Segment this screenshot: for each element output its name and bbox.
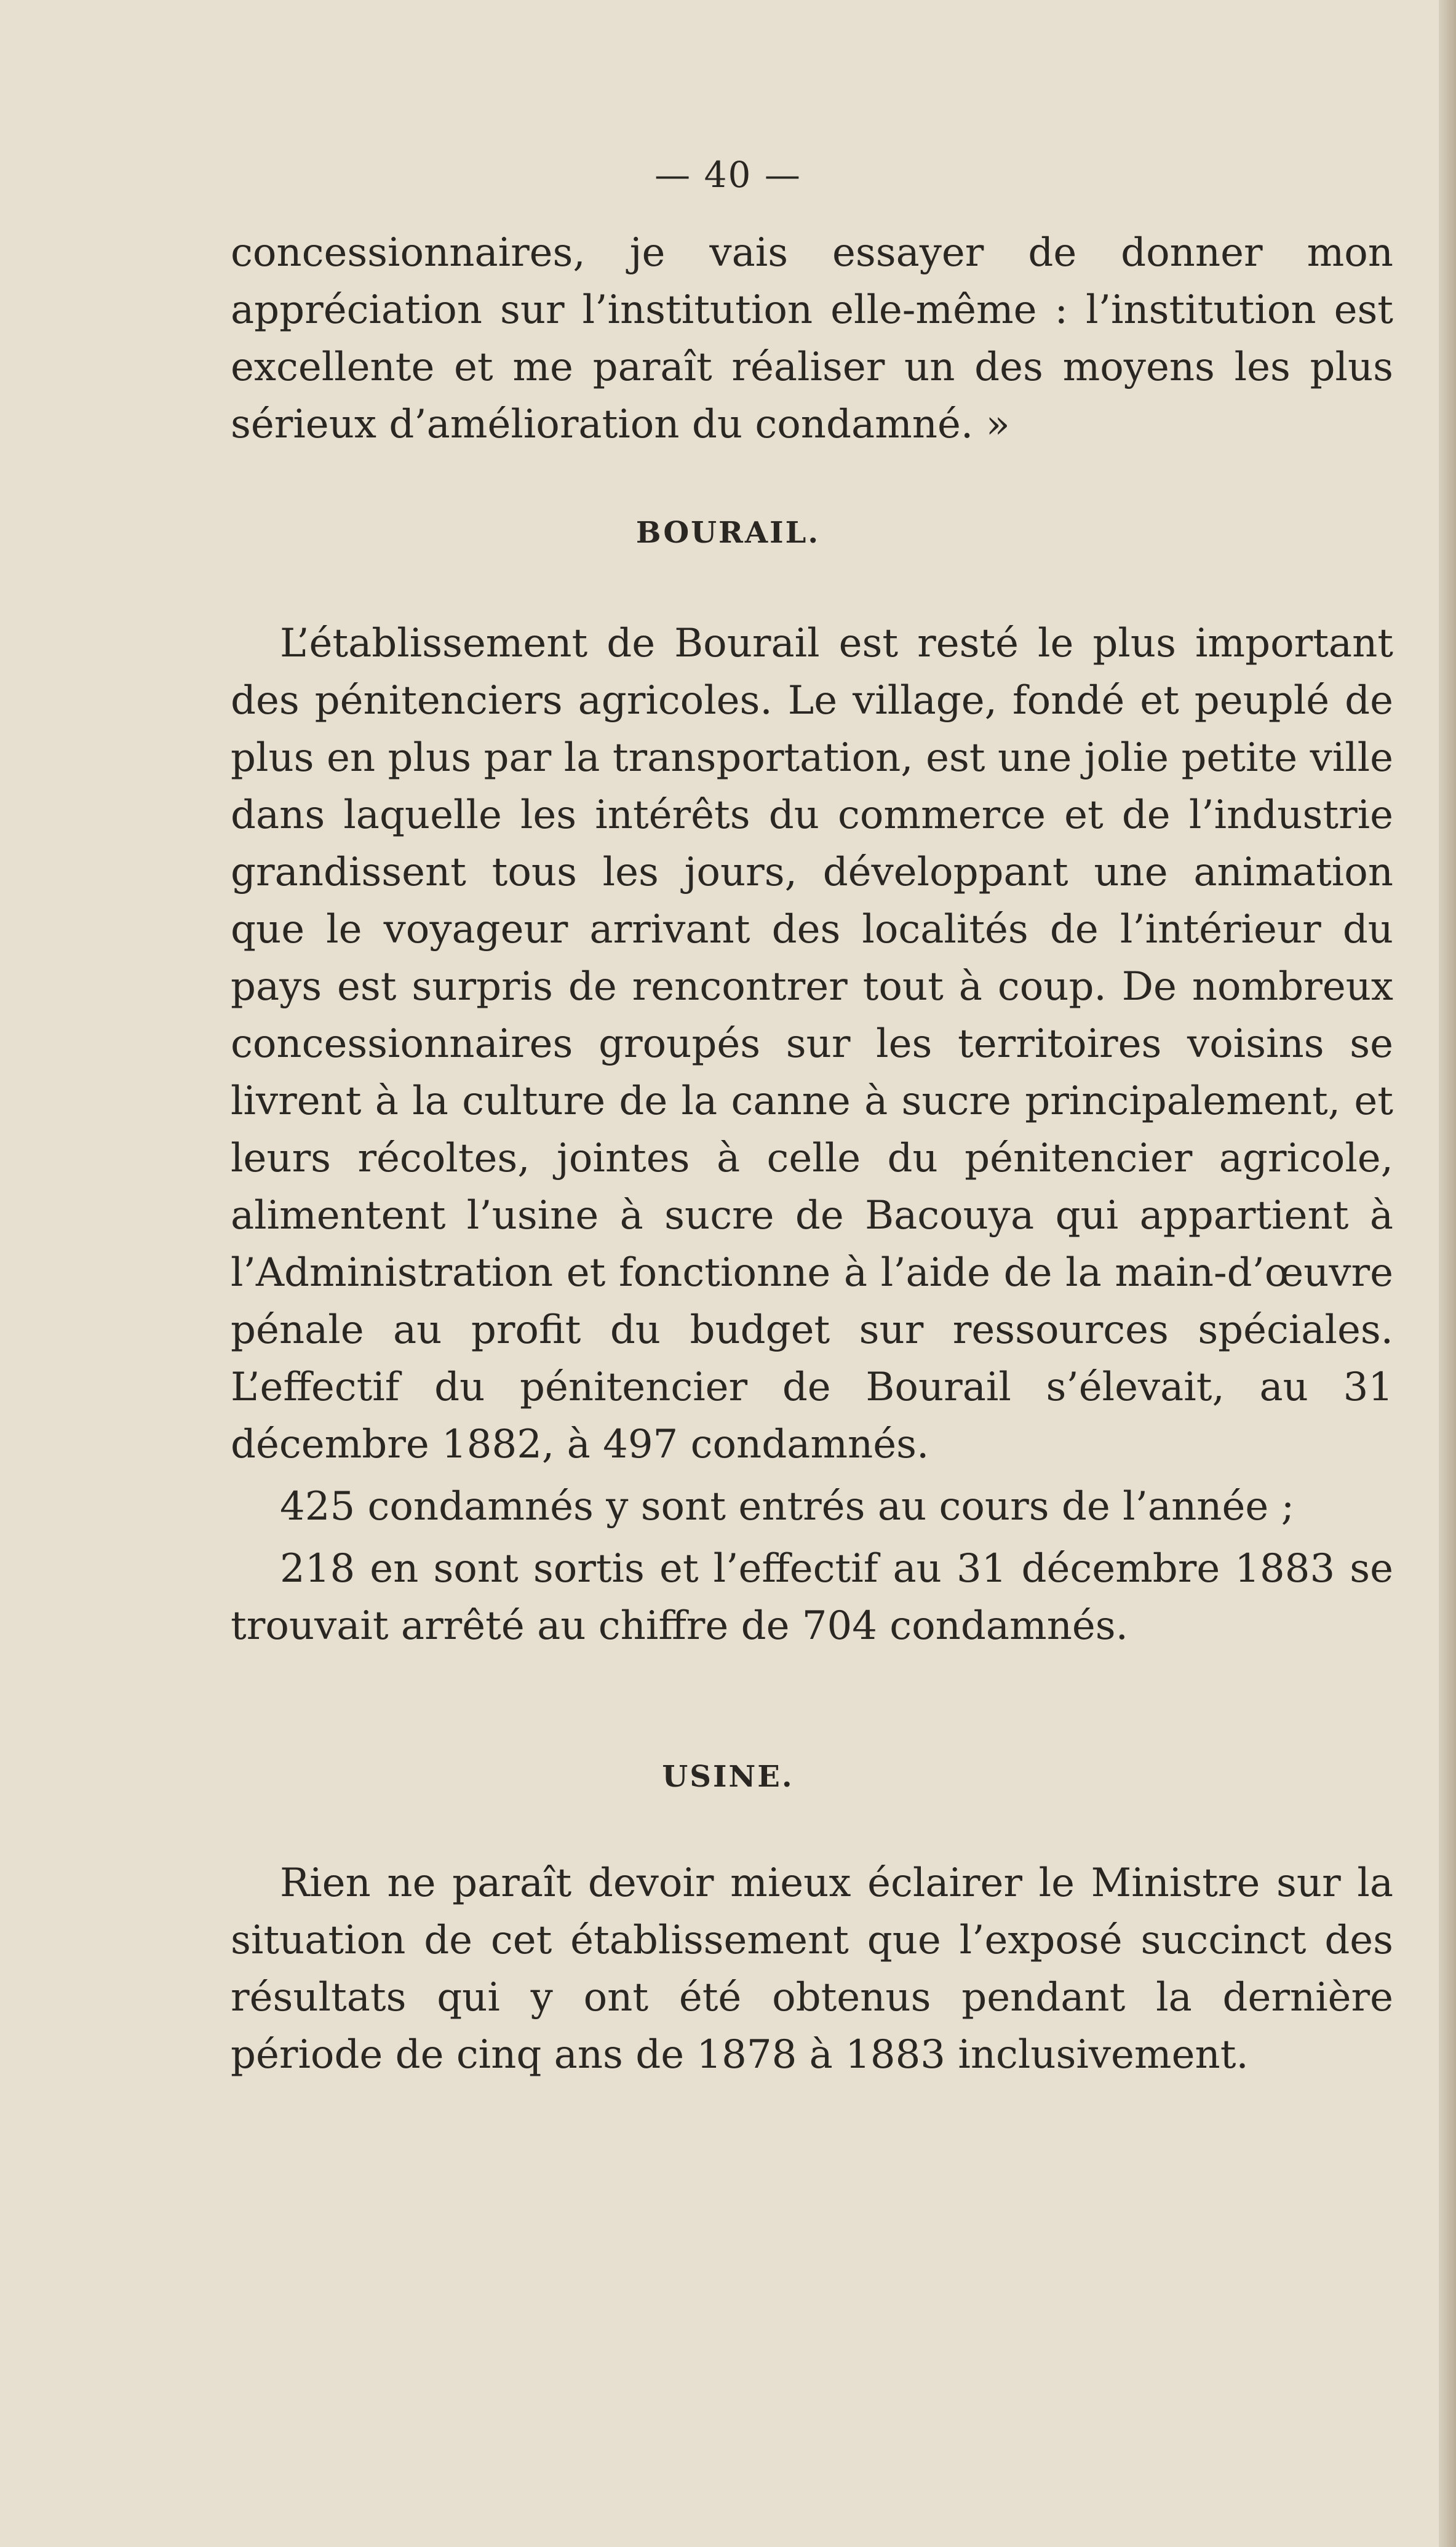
bourail-paragraph-main: L’établissement de Bourail est resté le plus important des pénitenciers agricoles. Le village, fondé et peuplé de plus en plus par la transportation, est une jolie petite ville dans laquelle les intérêts du commerce et de l’industrie grandissent tous les jours, développant une animation que le voyageur arrivant des localités de l’intérieur du pays est surpris de rencontrer tout à coup. De nombreux concessionnaires groupés sur les territoires voisins se livrent à la culture de la canne à sucre principalement, et leurs récoltes, jointes à celle du pénitencier agricole, alimentent l’usine à sucre de Bacouya qui appartient à l’Administration et fonctionne à l’aide de la main-d’œuvre pénale au profit du budget sur ressources spéciales. L’effectif du pénitencier de Bourail s’élevait, au 31 décembre 1882, à 497 condamnés. xyxy=(231,621,1393,1467)
intro-paragraph: concessionnaires, je vais essayer de donner mon appréciation sur l’institution elle-même : l’institution est excellente et me paraît réaliser un des moyens les plus sérieux d’amélioration du condamné. » xyxy=(231,230,1393,447)
bourail-paragraph-entries: 425 condamnés y sont entrés au cours de l’année ; xyxy=(280,1484,1295,1529)
page-edge-shadow xyxy=(1439,0,1456,2547)
usine-paragraph: Rien ne paraît devoir mieux éclairer le Ministre sur la situation de cet établissement que l’exposé succinct des résultats qui y ont été obtenus pendant la dernière période de cinq ans de 1878 à 1883 inclusivement. xyxy=(231,1860,1393,2078)
page-number: — 40 — xyxy=(654,154,802,196)
bourail-section-body xyxy=(231,615,1393,1655)
usine-section-body xyxy=(231,1855,1393,2084)
intro-paragraph-block xyxy=(231,225,1393,453)
section-heading-bourail: BOURAIL. xyxy=(635,516,821,550)
section-heading-usine: USINE. xyxy=(662,1760,794,1794)
bourail-paragraph-exits: 218 en sont sortis et l’effectif au 31 décembre 1883 se trouvait arrêté au chiffre de 704 condamnés. xyxy=(231,1546,1393,1649)
